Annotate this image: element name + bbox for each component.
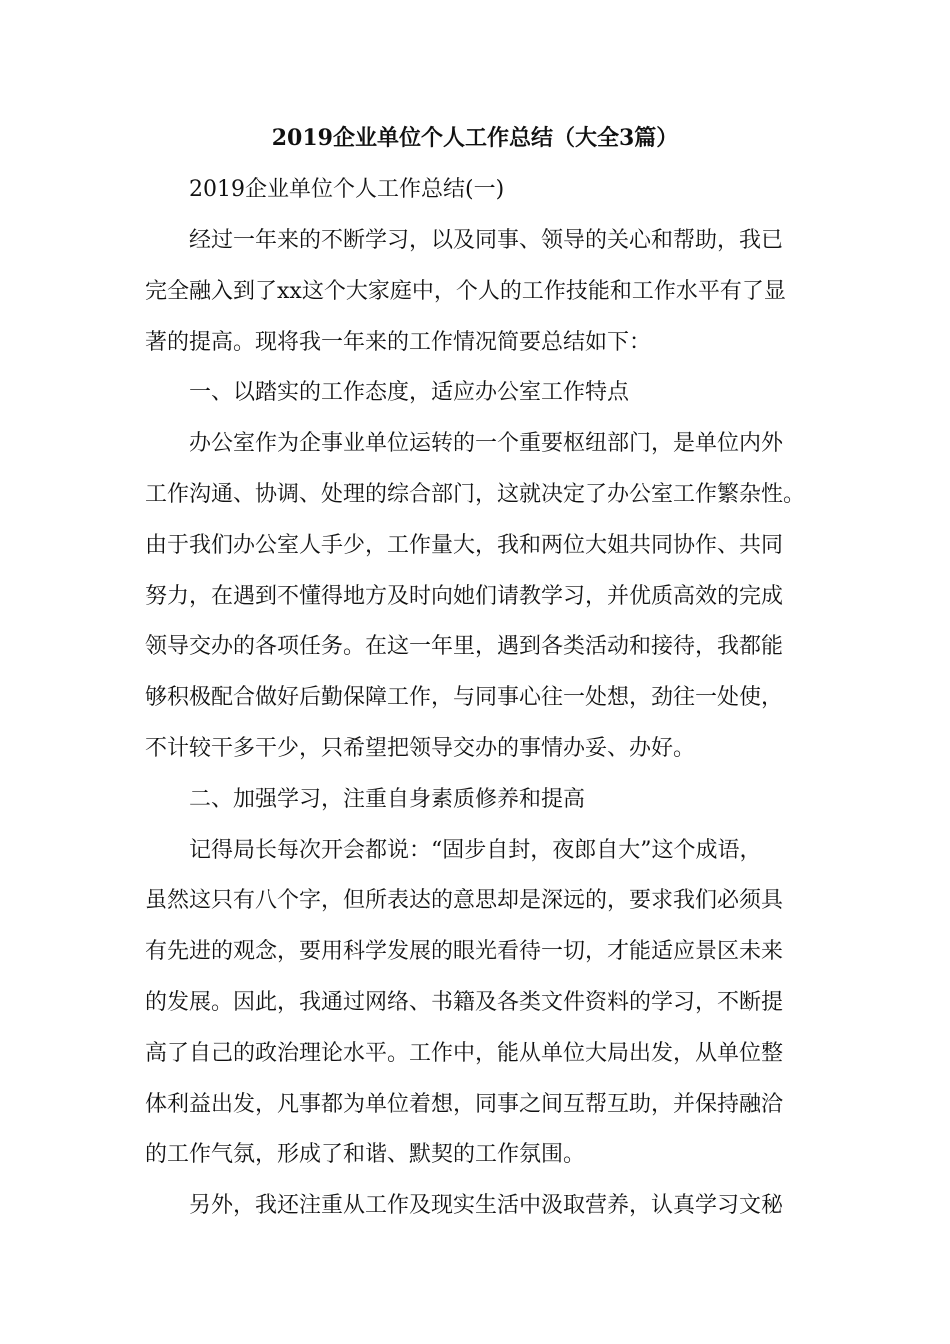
document-title: 2019企业单位个人工作总结（大全3篇）: [271, 125, 679, 151]
paragraph-line: 由于我们办公室人手少，工作量大，我和两位大姐共同协作、共同: [145, 533, 784, 558]
paragraph-line: 虽然这只有八个字，但所表达的意思却是深远的，要求我们必须具: [145, 888, 784, 913]
paragraph-line: 著的提高。现将我一年来的工作情况简要总结如下：: [145, 330, 652, 355]
paragraph-line: 工作沟通、协调、处理的综合部门，这就决定了办公室工作繁杂性。: [145, 482, 806, 507]
paragraph-line: 记得局长每次开会都说：“固步自封，夜郎自大”这个成语，: [189, 838, 762, 863]
paragraph-line: 另外，我还注重从工作及现实生活中汲取营养，认真学习文秘: [189, 1193, 784, 1218]
section-heading: 一、以踏实的工作态度，适应办公室工作特点: [189, 380, 630, 405]
paragraph-line: 高了自己的政治理论水平。工作中，能从单位大局出发，从单位整: [145, 1041, 784, 1066]
section-heading: 二、加强学习，注重自身素质修养和提高: [189, 787, 586, 812]
paragraph-line: 的发展。因此，我通过网络、书籍及各类文件资料的学习，不断提: [145, 990, 784, 1015]
paragraph-line: 领导交办的各项任务。在这一年里，遇到各类活动和接待，我都能: [145, 634, 784, 659]
paragraph-line: 体利益出发，凡事都为单位着想，同事之间互帮互助，并保持融洽: [145, 1092, 784, 1117]
paragraph-line: 不计较干多干少，只希望把领导交办的事情办妥、办好。: [145, 736, 696, 761]
paragraph-line: 有先进的观念，要用科学发展的眼光看待一切，才能适应景区未来: [145, 939, 784, 964]
section-heading: 2019企业单位个人工作总结(一): [189, 177, 505, 202]
paragraph-line: 努力，在遇到不懂得地方及时向她们请教学习，并优质高效的完成: [145, 584, 784, 609]
paragraph-line: 的工作气氛，形成了和谐、默契的工作氛围。: [145, 1142, 586, 1167]
paragraph-line: 够积极配合做好后勤保障工作，与同事心往一处想，劲往一处使，: [145, 685, 784, 710]
paragraph-line: 完全融入到了xx这个大家庭中，个人的工作技能和工作水平有了显: [145, 279, 786, 304]
paragraph-line: 办公室作为企事业单位运转的一个重要枢纽部门，是单位内外: [189, 431, 784, 456]
paragraph-line: 经过一年来的不断学习，以及同事、领导的关心和帮助，我已: [189, 228, 784, 253]
